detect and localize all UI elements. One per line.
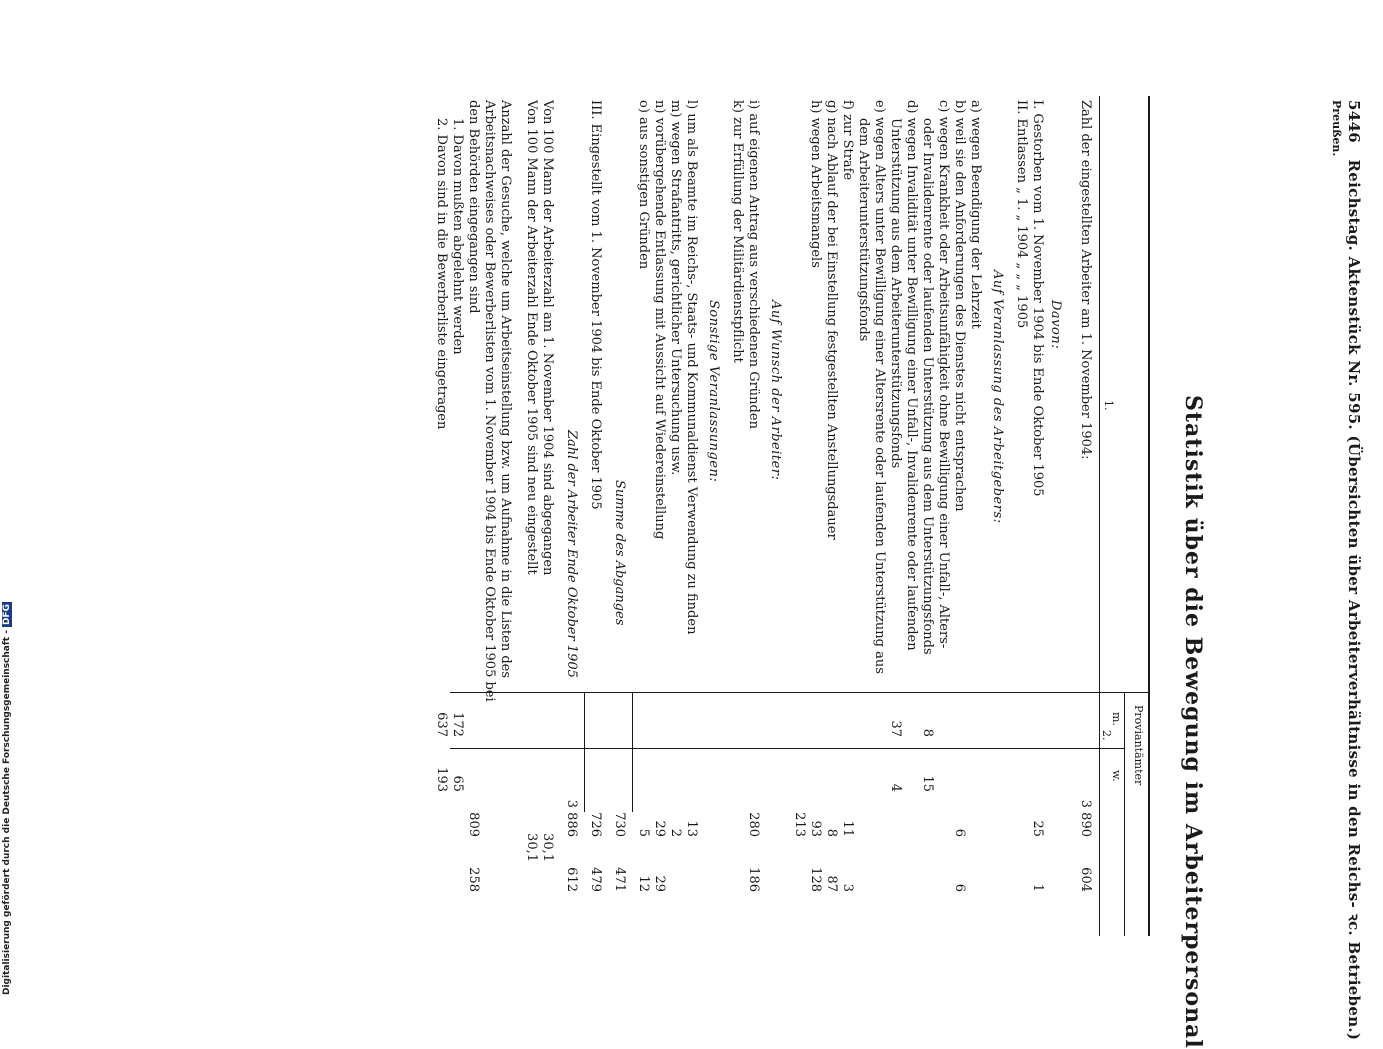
row-label: k) zur Erfüllung der Militärdienstpflicht — [730, 100, 745, 363]
page-number: 5446 — [1345, 100, 1363, 143]
column-group-label: Proviantämter — [1132, 705, 1145, 786]
value-w: 4 — [888, 783, 903, 792]
value-m: 29 — [652, 820, 667, 837]
row-label: f) zur Strafe — [840, 100, 855, 181]
row-label: Summe des Abganges — [612, 480, 627, 626]
column-2-number: 2. — [1100, 730, 1113, 741]
row-h-extra — [791, 100, 807, 900]
value-m: 6 — [952, 828, 967, 837]
value-m: 2 — [668, 828, 683, 837]
side-note-text: Digitalisierung gefördert durch die Deutsche Forschungsgemeinschaft - — [2, 630, 12, 995]
row-label: Zahl der eingestellten Arbeiter am 1. November 1904: — [1078, 100, 1093, 460]
row-label: m) wegen Strafantritts, gerichtlicher Untersuchung usw. — [668, 100, 683, 476]
value-m: 3 886 — [564, 799, 579, 837]
value-m: 93 — [808, 820, 823, 837]
row-i — [745, 100, 761, 900]
value-m: 637 — [434, 712, 449, 737]
row-label: II. Entlassen „ 1. „ 1904 „ „ „ 1905 — [1014, 100, 1029, 329]
column-1-number: 1. — [1102, 400, 1115, 411]
row-pct-neu — [523, 100, 539, 900]
row-abgelehnt — [449, 118, 465, 918]
row-label: III. Eingestellt vom 1. November 1904 bis Ende Oktober 1905 — [588, 100, 603, 510]
row-entlassen — [1013, 100, 1029, 900]
row-l — [683, 100, 699, 900]
row-label: Von 100 Mann der Arbeiterzahl am 1. November 1904 sind abgegangen — [540, 100, 555, 576]
row-label: Zahl der Arbeiter Ende Oktober 1905 — [564, 430, 579, 678]
value-m: 13 — [684, 820, 699, 837]
subcolumn-m: m. — [1110, 712, 1123, 726]
subheading-arbeiter: Auf Wunsch der Arbeiter: — [768, 300, 783, 481]
header-rule — [1099, 96, 1100, 936]
row-k — [729, 100, 745, 900]
row-label: c) wegen Krankheit oder Arbeitsunfähigkeit ohne Bewilligung einer Unfall-, Alters- — [936, 100, 951, 649]
row-h — [807, 100, 823, 900]
total-rule — [584, 692, 585, 812]
row-gesuche-line1 — [497, 100, 513, 900]
row-label: oder Invalidenrente oder laufenden Unterstützung aus dem Unterstützungsfonds — [920, 118, 935, 655]
subheading-sonstige: Sonstige Veranlassungen: — [706, 300, 721, 483]
row-total-end — [563, 100, 579, 900]
value-w: 87 — [824, 875, 839, 892]
subheading-davon: Davon: — [1048, 300, 1063, 350]
row-d-line2 — [887, 118, 903, 918]
row-label: Anzahl der Gesuche, welche um Arbeitseinstellung bzw. um Aufnahme in die Listen des — [498, 100, 513, 679]
row-label: a) wegen Beendigung der Lehrzeit — [968, 100, 983, 329]
value-w: 128 — [808, 867, 823, 892]
table-title: Statistik über die Bewegung im Arbeiterpersonal — [1180, 395, 1206, 1049]
row-d-line1 — [903, 100, 919, 900]
value-m: 726 — [588, 812, 603, 837]
value-m: 213 — [792, 812, 807, 837]
value-m: 30,1 — [524, 833, 539, 862]
group-rule — [1124, 692, 1125, 936]
value-m: 8 — [824, 828, 839, 837]
row-label: n) vorübergehende Entlassung mit Aussicht auf Wiedereinstellung — [652, 100, 667, 540]
value-m: 730 — [612, 812, 627, 837]
row-total-start — [1077, 100, 1093, 900]
row-bewerber — [433, 118, 449, 918]
row-label: dem Arbeiterunterstützungsfonds — [856, 118, 871, 342]
row-gesuche-line2 — [481, 100, 497, 900]
row-eingestellt — [587, 100, 603, 900]
row-e-line1 — [871, 100, 887, 900]
value-m: 5 — [636, 828, 651, 837]
row-pct-abgang — [539, 100, 555, 900]
value-w: 258 — [466, 867, 481, 892]
value-w: 471 — [612, 867, 627, 892]
table-top-rule — [1148, 96, 1150, 936]
value-w: 612 — [564, 867, 579, 892]
value-m: 8 — [920, 728, 935, 737]
row-label: e) wegen Alters unter Bewilligung einer Altersrente oder laufenden Unterstützung aus — [872, 100, 887, 674]
row-e-line2 — [855, 118, 871, 918]
row-label: g) nach Ablauf der bei Einstellung festgestellten Anstellungsdauer — [824, 100, 839, 540]
value-m: 30,1 — [540, 833, 555, 862]
side-note — [2, 602, 12, 995]
subcolumn-w: w. — [1110, 770, 1123, 782]
value-w: 6 — [952, 883, 967, 892]
value-w: 479 — [588, 867, 603, 892]
running-header — [1344, 100, 1363, 1040]
row-summe — [611, 100, 627, 900]
value-w: 29 — [652, 875, 667, 892]
value-w: 3 — [840, 883, 855, 892]
value-w: 193 — [434, 767, 449, 792]
row-label: 1. Davon mußten abgelehnt werden — [450, 118, 465, 355]
row-n — [651, 100, 667, 900]
row-m — [667, 100, 683, 900]
row-label: 2. Davon sind in die Bewerberliste eingetragen — [434, 118, 449, 430]
value-w: 12 — [636, 875, 651, 892]
row-o — [635, 100, 651, 900]
value-w: 1 — [1030, 883, 1045, 892]
value-w: 65 — [450, 775, 465, 792]
row-b — [951, 100, 967, 900]
row-label: I. Gestorben vom 1. November 1904 bis Ende Oktober 1905 — [1030, 100, 1045, 497]
value-w: 15 — [920, 775, 935, 792]
row-label: Unterstützung aus dem Arbeiterunterstützungsfonds — [888, 118, 903, 469]
row-label: b) weil sie den Anforderungen des Dienstes nicht entsprachen — [952, 100, 967, 512]
running-title: Reichstag. Aktenstück Nr. 595. (Übersichten über Arbeiterverhältnisse in den Reichs- ꝛc. Betrieben.) — [1345, 159, 1363, 1041]
row-gesuche-line3 — [465, 100, 481, 900]
row-label: d) wegen Invalidität unter Bewilligung einer Unfall-, Invalidenrente oder laufenden — [904, 100, 919, 651]
sum-rule — [632, 692, 633, 812]
value-w: 604 — [1078, 867, 1093, 892]
value-m: 37 — [888, 720, 903, 737]
row-label: l) um als Beamte im Reichs-, Staats- und Kommunaldienst Verwendung zu finden — [684, 100, 699, 635]
value-m: 3 890 — [1078, 799, 1093, 837]
value-m: 172 — [450, 712, 465, 737]
row-label: den Behörden eingegangen sind — [466, 100, 481, 314]
value-w: 186 — [746, 867, 761, 892]
row-f — [839, 100, 855, 900]
row-label: h) wegen Arbeitsmangels — [808, 100, 823, 268]
value-m: 11 — [840, 820, 855, 837]
section-label: Preußen. — [1330, 100, 1343, 157]
row-c-line2 — [919, 118, 935, 918]
value-m: 809 — [466, 812, 481, 837]
row-label: Arbeitsnachweises oder Bewerberlisten vom 1. November 1904 bis Ende Oktober 1905 bei — [482, 100, 497, 702]
dfg-logo: DFG — [2, 604, 12, 626]
row-a — [967, 100, 983, 900]
value-m: 25 — [1030, 820, 1045, 837]
row-label: Von 100 Mann der Arbeiterzahl Ende Oktober 1905 sind neu eingestellt — [524, 100, 539, 575]
row-c-line1 — [935, 100, 951, 900]
value-m: 280 — [746, 812, 761, 837]
subheading-arbeitgeber: Auf Veranlassung des Arbeitgebers: — [990, 270, 1005, 524]
row-g — [823, 100, 839, 900]
row-label: o) aus sonstigen Gründen — [636, 100, 651, 270]
row-gestorben — [1029, 100, 1045, 900]
row-label: i) auf eigenen Antrag aus verschiedenen Gründen — [746, 100, 761, 429]
